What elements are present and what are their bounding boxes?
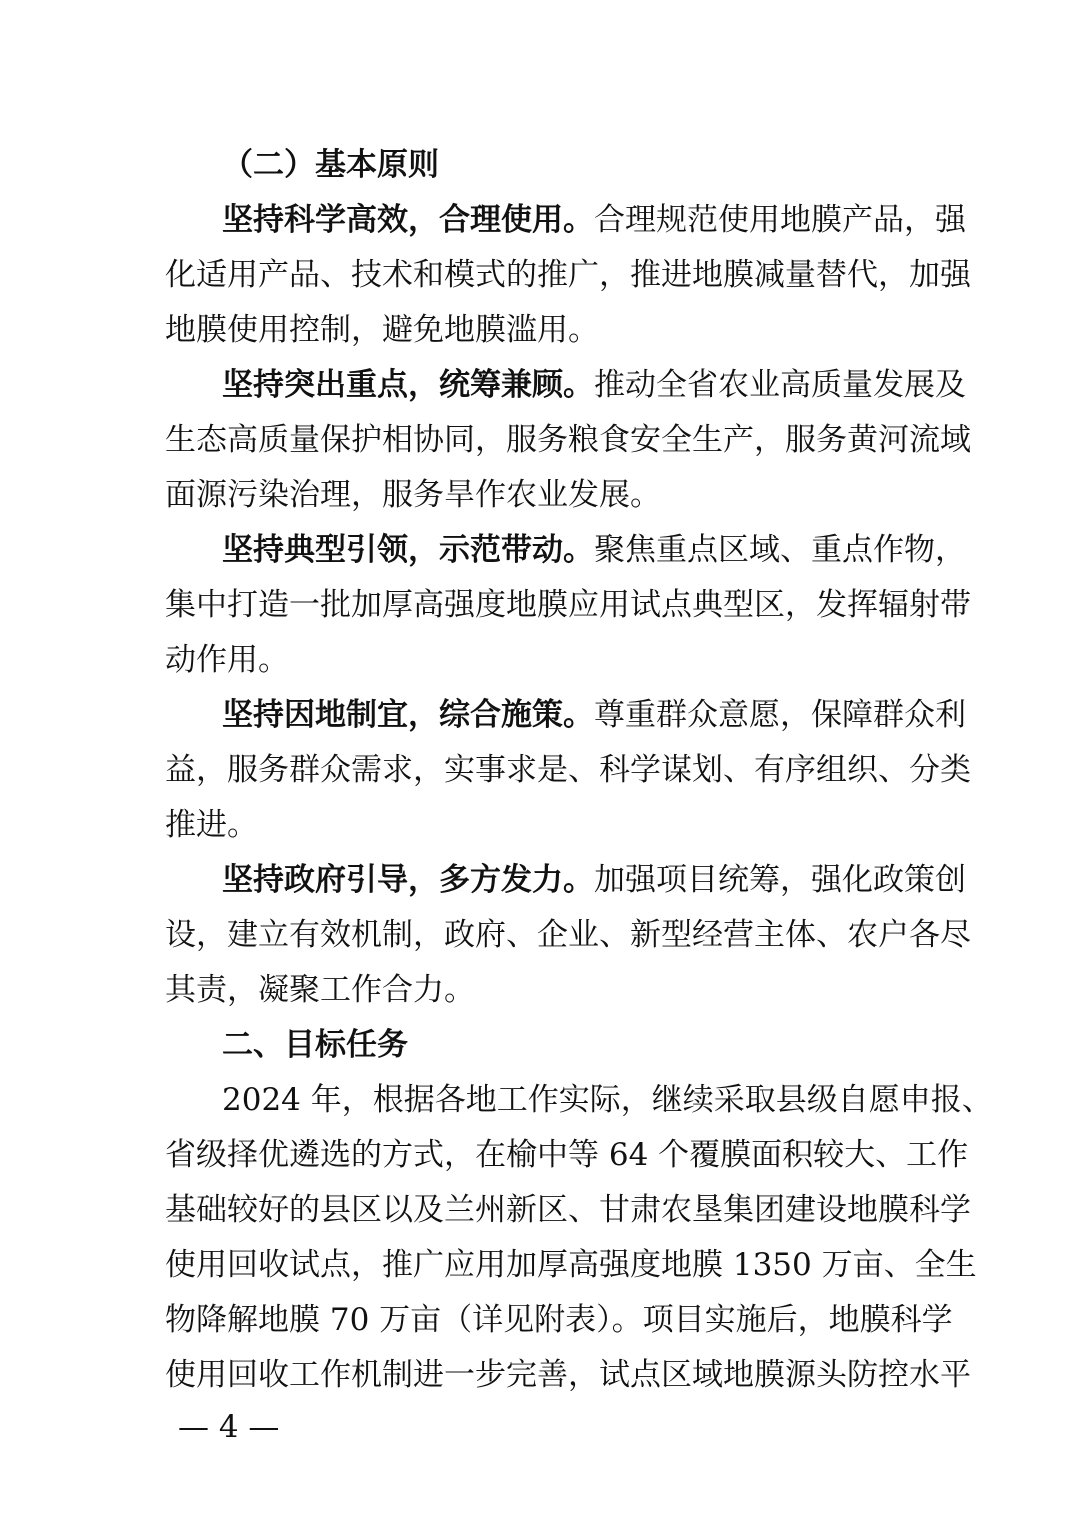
task-line-4: 使用回收试点，推广应用加厚高强度地膜 1350 万亩、全生 (165, 1247, 977, 1283)
principle-2-text: 推动全省农业高质量发展及 (594, 367, 966, 403)
task-line-5: 物降解地膜 70 万亩（详见附表）。项目实施后，地膜科学 (165, 1302, 953, 1338)
principle-1-lead: 坚持科学高效，合理使用。 (222, 202, 594, 238)
principle-1-line-3: 地膜使用控制，避免地膜滥用。 (165, 312, 599, 348)
principle-5-text: 加强项目统筹，强化政策创 (594, 862, 966, 898)
page-number: — 4 — (178, 1409, 280, 1445)
principle-2-line-2: 生态高质量保护相协同，服务粮食安全生产，服务黄河流域 (165, 422, 971, 458)
principle-2-line-3: 面源污染治理，服务旱作农业发展。 (165, 477, 661, 513)
principle-3-line-3: 动作用。 (165, 642, 289, 678)
principle-2-first-line (222, 363, 966, 407)
principle-4-line-3: 推进。 (165, 807, 258, 843)
principle-4-line-2: 益，服务群众需求，实事求是、科学谋划、有序组织、分类 (165, 752, 971, 788)
principle-4-first-line (222, 693, 966, 737)
principle-1-line-2: 化适用产品、技术和模式的推广，推进地膜减量替代，加强 (165, 257, 971, 293)
section-heading: （二）基本原则 (222, 147, 439, 183)
task-line-2: 省级择优遴选的方式，在榆中等 64 个覆膜面积较大、工作 (165, 1137, 969, 1173)
principle-4-text: 尊重群众意愿，保障群众利 (594, 697, 966, 733)
principle-3-text: 聚焦重点区域、重点作物， (594, 532, 966, 568)
task-line-1: 2024 年，根据各地工作实际，继续采取县级自愿申报、 (222, 1082, 993, 1118)
principle-3-lead: 坚持典型引领，示范带动。 (222, 532, 594, 568)
task-line-3: 基础较好的县区以及兰州新区、甘肃农垦集团建设地膜科学 (165, 1192, 971, 1228)
principle-1-text: 合理规范使用地膜产品，强 (594, 202, 966, 238)
chapter-heading: 二、目标任务 (222, 1027, 408, 1063)
principle-3-line-2: 集中打造一批加厚高强度地膜应用试点典型区，发挥辐射带 (165, 587, 971, 623)
principle-3-first-line (222, 528, 966, 572)
principle-5-line-3: 其责，凝聚工作合力。 (165, 972, 475, 1008)
principle-5-first-line (222, 858, 966, 902)
principle-5-lead: 坚持政府引导，多方发力。 (222, 862, 594, 898)
principle-4-lead: 坚持因地制宜，综合施策。 (222, 697, 594, 733)
task-line-6: 使用回收工作机制进一步完善，试点区域地膜源头防控水平 (165, 1357, 971, 1393)
principle-1-first-line (222, 198, 966, 242)
principle-2-lead: 坚持突出重点，统筹兼顾。 (222, 367, 594, 403)
principle-5-line-2: 设，建立有效机制，政府、企业、新型经营主体、农户各尽 (165, 917, 971, 953)
